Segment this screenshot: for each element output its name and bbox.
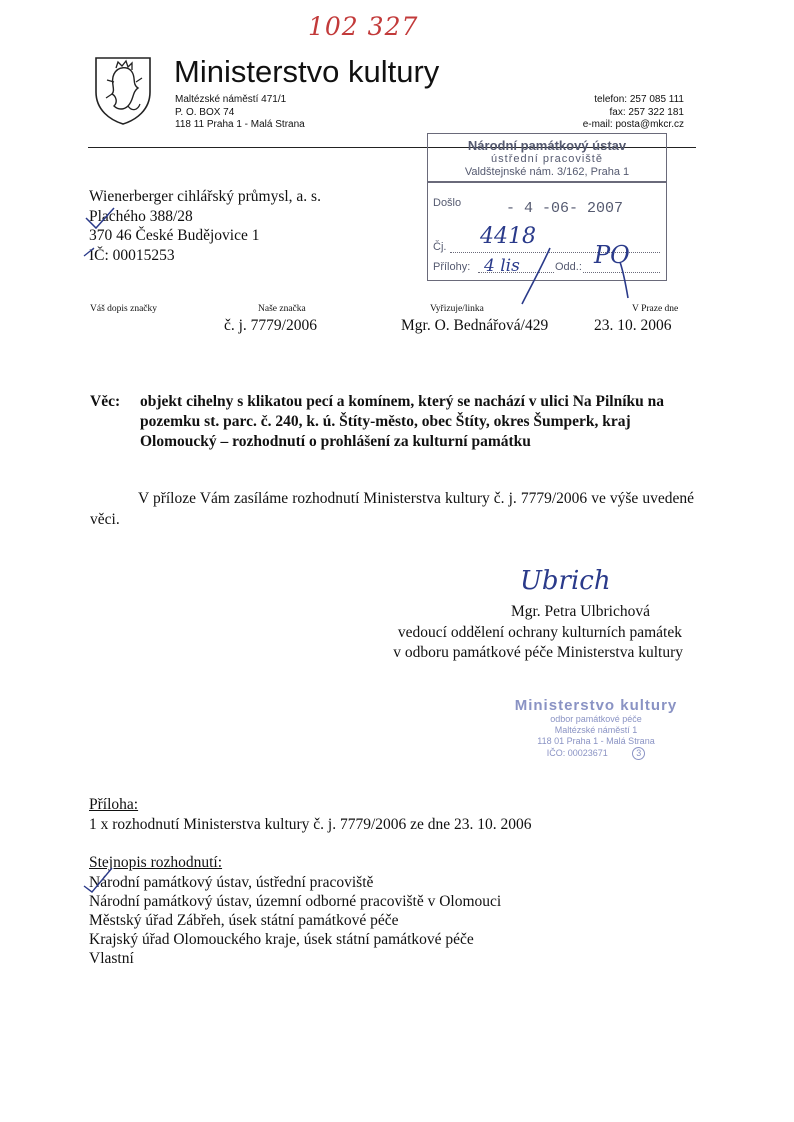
our-ref-value: č. j. 7779/2006: [224, 317, 317, 334]
subject-text: objekt cihelny s klikatou pecí a komínem, který se nachází v ulici Na Pilníku na pozemku st. parc. č. 240, k. ú. Štíty-město, obec Štíty, okres Šumperk, kraj Olomoucký – rozhodnutí o prohlášení za kulturní památku: [140, 393, 665, 450]
handwritten-signature: Ubrich: [520, 566, 611, 596]
handled-by-label: Vyřizuje/linka: [430, 304, 484, 314]
handled-by-value: Mgr. O. Bednářová/429: [401, 317, 549, 334]
stamp-address: Valdštejnské nám. 3/162, Praha 1: [464, 166, 630, 178]
handwritten-file-number: 102 327: [308, 12, 419, 41]
address-line: Maltézské náměstí 471/1: [175, 94, 287, 105]
signatory-name: Mgr. Petra Ulbrichová: [510, 603, 650, 620]
place-date-value: 23. 10. 2006: [594, 317, 672, 334]
email-line: e-mail: posta@mkcr.cz: [582, 119, 684, 130]
ministry-stamp-line: 118 01 Praha 1 - Malá Strana: [537, 736, 655, 746]
address-line: P. O. BOX 74: [175, 106, 235, 118]
place-date-label: V Praze dne: [632, 304, 679, 314]
your-ref-label: Váš dopis značky: [90, 304, 158, 314]
signatory-position: vedoucí oddělení ochrany kulturních památek: [397, 624, 682, 641]
ministry-stamp-ico: [496, 747, 696, 760]
letter-body: V příloze Vám zasíláme rozhodnutí Ministerstva kultury č. j. 7779/2006 ve výše uvedené věci.: [90, 490, 694, 528]
ministry-stamp-line: odbor památkové péče: [550, 714, 642, 724]
fax-line: fax: 257 322 181: [609, 106, 684, 118]
recipient-line: Wienerberger cihlářský průmysl, a. s.: [89, 188, 321, 205]
ministry-stamp-ico-text: IČO: 00023671: [546, 748, 608, 758]
copies-item: Vlastní: [89, 950, 134, 967]
recipient-address: [89, 187, 321, 265]
copies-item: Městský úřad Zábřeh, úsek státní památkové péče: [89, 912, 399, 929]
stamp-received-date: - 4 -06- 2007: [506, 200, 624, 217]
stamp-attachments-handwritten: 4 lis: [484, 256, 520, 276]
our-ref-label: Naše značka: [258, 304, 306, 314]
czech-lion-crest-icon: [92, 52, 154, 126]
stamp-separator: [428, 181, 666, 183]
copies-item: Národní památkový ústav, územní odborné pracoviště v Olomouci: [89, 893, 502, 910]
stamp-number-handwritten: 4418: [480, 224, 536, 249]
ministry-stamp: [496, 697, 696, 760]
ministry-stamp-number: 3: [632, 747, 645, 760]
handwritten-check-icon: [82, 866, 116, 894]
stamp-number-label: Čj.: [433, 241, 447, 253]
subject-label: Věc:: [90, 393, 121, 410]
stamp-dept-handwritten: PO: [594, 241, 630, 269]
copies-item: Národní památkový ústav, ústřední pracoviště: [89, 874, 374, 891]
stamp-unit: ústřední pracoviště: [491, 153, 603, 165]
ministry-name: Ministerstvo kultury: [174, 54, 440, 89]
phone-line: telefon: 257 085 111: [594, 94, 684, 105]
ministry-stamp-line: Maltézské náměstí 1: [554, 725, 638, 735]
copies-item: Krajský úřad Olomouckého kraje, úsek státní památkové péče: [89, 931, 474, 948]
ministry-contacts: [583, 94, 684, 132]
signatory-department: v odboru památkové péče Ministerstva kultury: [393, 644, 683, 661]
stamp-org: Národní památkový ústav: [467, 138, 627, 153]
attachment-label: Příloha:: [89, 796, 139, 813]
recipient-line: Plachého 388/28: [89, 207, 193, 225]
stamp-dept-label: Odd.:: [555, 261, 582, 273]
stamp-attachments-label: Přílohy:: [433, 261, 471, 273]
handwritten-stroke-icon: [500, 240, 640, 310]
address-line: 118 11 Praha 1 - Malá Strana: [175, 119, 305, 130]
attachment-item: 1 x rozhodnutí Ministerstva kultury č. j. 7779/2006 ze dne 23. 10. 2006: [89, 816, 532, 833]
copies-label: Stejnopis rozhodnutí:: [89, 854, 223, 871]
handwritten-tick-icon: [80, 206, 120, 266]
subject-block: [90, 392, 665, 450]
recipient-line: IČ: 00015253: [89, 246, 175, 264]
recipient-line: 370 46 České Budějovice 1: [89, 227, 260, 244]
ministry-stamp-name: Ministerstvo kultury: [514, 697, 678, 714]
ministry-address: [175, 94, 305, 132]
stamp-received-label: Došlo: [433, 197, 462, 209]
